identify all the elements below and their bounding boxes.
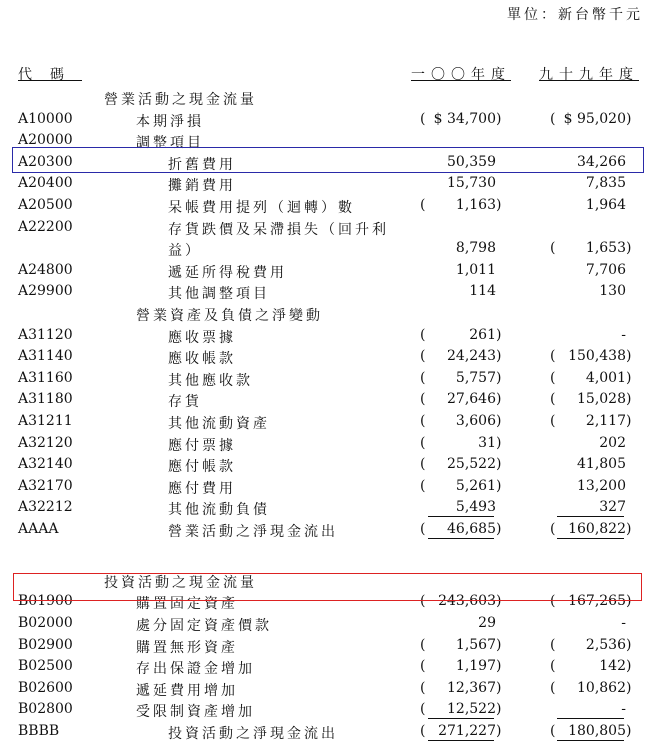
row-label: 遞延費用增加 [136,682,238,699]
paren-close: ) [626,391,632,408]
paren-close: ) [626,348,632,365]
value-year-100: 1,163 [455,197,496,213]
row-code: A31120 [18,326,73,343]
paren-close: ) [626,240,632,257]
row-label: 折舊費用 [168,156,236,173]
row-code: A31160 [18,369,73,386]
row-label: 其他流動資產 [168,416,270,432]
paren-close: ) [496,391,502,408]
paren-open: ( [420,197,426,213]
paren-open: ( [420,679,426,696]
row-code: B02600 [18,679,73,696]
table-row [0,259,653,281]
value-year-99: $ 95,020 [563,110,626,127]
paren-open: ( [420,326,426,343]
paren-open: ( [550,240,556,257]
paren-close: ) [626,110,632,127]
value-year-100: 8,798 [455,240,496,257]
value-year-99: 15,028 [577,391,626,408]
row-label: 其他應收款 [168,372,253,389]
row-label: 益） [168,243,202,260]
row-code: A20300 [18,153,73,170]
row-code: B02500 [18,658,73,675]
paren-close: ) [626,679,632,696]
row-code: A31211 [18,413,73,429]
value-year-100: 46,685 [447,521,496,537]
table-row [0,634,653,656]
paren-close: ) [496,456,502,473]
row-label: 應收帳款 [168,351,236,368]
row-label: 購置無形資產 [136,639,238,656]
paren-close: ) [626,636,632,653]
value-year-99: 142 [599,658,626,675]
highlight-box-depreciation [12,147,644,173]
value-year-100: $ 34,700 [433,110,496,127]
row-label: 呆帳費用提列（迴轉）數 [168,200,355,216]
table-row [0,655,653,677]
row-code: A24800 [18,261,73,278]
subtotal-underline [557,740,624,741]
row-label: 其他調整項目 [168,286,270,303]
paren-open: ( [550,658,556,675]
row-code: A10000 [18,110,73,127]
value-year-99: 202 [599,434,626,451]
paren-close: ) [496,658,502,675]
value-year-99: - [621,326,626,343]
value-year-99: 1,964 [585,197,626,213]
row-code: B02900 [18,636,73,653]
paren-close: ) [626,658,632,675]
value-year-100: 271,227 [438,722,496,739]
value-year-99: 7,706 [585,261,626,278]
value-year-99: 2,117 [585,413,626,429]
header-year-100: 一〇〇年度 [411,67,511,83]
paren-close: ) [496,348,502,365]
row-code: B01900 [18,593,73,610]
row-label: 營業資產及負債之淨變動 [136,308,323,324]
paren-open: ( [420,434,426,451]
row-label: 購置固定資產 [136,596,238,613]
paren-open: ( [550,636,556,653]
value-year-99: 160,822 [568,521,626,537]
paren-close: ) [626,369,632,386]
row-code: B02000 [18,614,73,631]
paren-open: ( [550,722,556,739]
value-year-100: 15,730 [447,175,496,192]
table-row [0,388,653,410]
value-year-100: 12,367 [447,679,496,696]
value-year-100: 114 [469,283,496,300]
value-year-100: 1,197 [455,658,496,675]
value-year-100: 243,603 [438,593,496,610]
table-row [0,496,653,518]
row-label: 受限制資產增加 [136,704,255,721]
table-row [0,280,653,302]
row-label: 處分固定資產價款 [136,617,272,634]
paren-close: ) [496,434,502,451]
table-row [0,324,653,346]
table-row [0,453,653,475]
paren-close: ) [626,413,632,429]
row-code: B02800 [18,701,73,718]
table-row [0,216,653,238]
paren-close: ) [626,722,632,739]
paren-close: ) [496,636,502,653]
paren-open: ( [420,701,426,718]
paren-close: ) [496,197,502,213]
row-code: A20400 [18,175,73,192]
value-year-99: 7,835 [585,175,626,192]
value-year-100: 261 [469,326,496,343]
table-row [0,698,653,720]
value-year-100: 24,243 [447,348,496,365]
value-year-100: 31 [478,434,496,451]
row-label: 營業活動之現金流量 [104,92,257,108]
table-row [0,86,653,108]
row-code: A29900 [18,283,73,300]
value-year-99: 10,862 [577,679,626,696]
table-row [0,172,653,194]
paren-open: ( [550,521,556,537]
value-year-100: 5,757 [455,369,496,386]
paren-open: ( [420,413,426,429]
paren-open: ( [420,593,426,610]
value-year-100: 27,646 [447,391,496,408]
value-year-100: 25,522 [447,456,496,473]
paren-open: ( [550,369,556,386]
table-row [0,345,653,367]
highlight-box-fixed-assets [13,573,642,601]
value-year-100: 3,606 [455,413,496,429]
row-label: 調整項目 [136,135,204,152]
value-year-99: 167,265 [568,593,626,610]
row-label: 應收票據 [168,329,236,346]
subtotal-underline [557,538,624,539]
paren-close: ) [496,722,502,739]
row-code: A20000 [18,132,73,149]
header-year-99: 九十九年度 [539,67,639,83]
paren-open: ( [420,477,426,494]
table-row [0,410,653,432]
value-year-100: 5,493 [455,499,496,516]
paren-close: ) [626,593,632,610]
value-year-99: 327 [599,499,626,516]
subtotal-underline [428,740,494,741]
row-code: A31140 [18,348,73,365]
row-label: 攤銷費用 [168,178,236,195]
paren-close: ) [496,521,502,537]
paren-open: ( [420,348,426,365]
paren-open: ( [420,391,426,408]
value-year-100: 12,522 [447,701,496,718]
paren-open: ( [420,658,426,675]
row-label: 投資活動之淨現金流出 [168,725,338,742]
value-year-99: 34,266 [577,153,626,170]
row-label: 其他流動負債 [168,502,270,519]
table-row [0,720,653,742]
value-year-99: 150,438 [568,348,626,365]
value-year-99: - [621,701,626,718]
paren-open: ( [550,679,556,696]
row-label: 存貨 [168,394,202,411]
table-row [0,432,653,454]
value-year-100: 1,011 [455,261,496,278]
table-row [0,367,653,389]
header-code: 代碼 [18,67,82,83]
row-code: A32170 [18,477,73,494]
value-year-99: 1,653 [585,240,626,257]
value-year-100: 50,359 [447,153,496,170]
row-label: 投資活動之現金流量 [104,574,257,591]
value-year-99: 180,805 [568,722,626,739]
value-year-99: 2,536 [585,636,626,653]
row-code: AAAA [18,521,59,537]
row-label: 本期淨損 [136,113,204,130]
paren-close: ) [496,593,502,610]
paren-open: ( [420,722,426,739]
subtotal-underline [428,538,494,539]
table-row [0,302,653,324]
paren-open: ( [420,110,426,127]
paren-open: ( [550,348,556,365]
paren-open: ( [550,391,556,408]
table-row [0,677,653,699]
value-year-99: 130 [599,283,626,300]
table-row [0,518,653,540]
row-label: 營業活動之淨現金流出 [168,524,338,540]
paren-open: ( [420,521,426,537]
table-row [0,194,653,216]
row-label: 存貨跌價及呆滯損失（回升利 [168,221,389,238]
paren-open: ( [550,110,556,127]
paren-close: ) [496,369,502,386]
row-code: A32120 [18,434,73,451]
value-year-99: 13,200 [577,477,626,494]
row-label: 應付票據 [168,437,236,454]
paren-close: ) [626,521,632,537]
row-label: 存出保證金增加 [136,661,255,678]
table-row [0,612,653,634]
paren-close: ) [496,326,502,343]
table-row [0,237,653,259]
row-code: A22200 [18,218,73,235]
value-year-100: 5,261 [455,477,496,494]
table-row [0,475,653,497]
row-code: A32140 [18,456,73,473]
row-code: A31180 [18,391,73,408]
paren-open: ( [420,636,426,653]
paren-close: ) [496,413,502,429]
paren-close: ) [496,477,502,494]
value-year-100: 1,567 [455,636,496,653]
row-code: A20500 [18,197,73,213]
paren-open: ( [550,413,556,429]
value-year-100: 29 [478,614,496,631]
paren-open: ( [420,456,426,473]
row-code: A32212 [18,499,73,516]
row-label: 應付帳款 [168,459,236,476]
unit-label: 單位：新台幣千元 [507,7,643,23]
row-code: BBBB [18,722,60,739]
paren-open: ( [420,369,426,386]
value-year-99: 41,805 [577,456,626,473]
paren-close: ) [496,679,502,696]
paren-open: ( [550,593,556,610]
row-label: 遞延所得稅費用 [168,264,287,281]
paren-close: ) [496,701,502,718]
value-year-99: 4,001 [585,369,626,386]
table-row [0,108,653,130]
paren-close: ) [496,110,502,127]
value-year-99: - [621,614,626,631]
row-label: 應付費用 [168,480,236,497]
